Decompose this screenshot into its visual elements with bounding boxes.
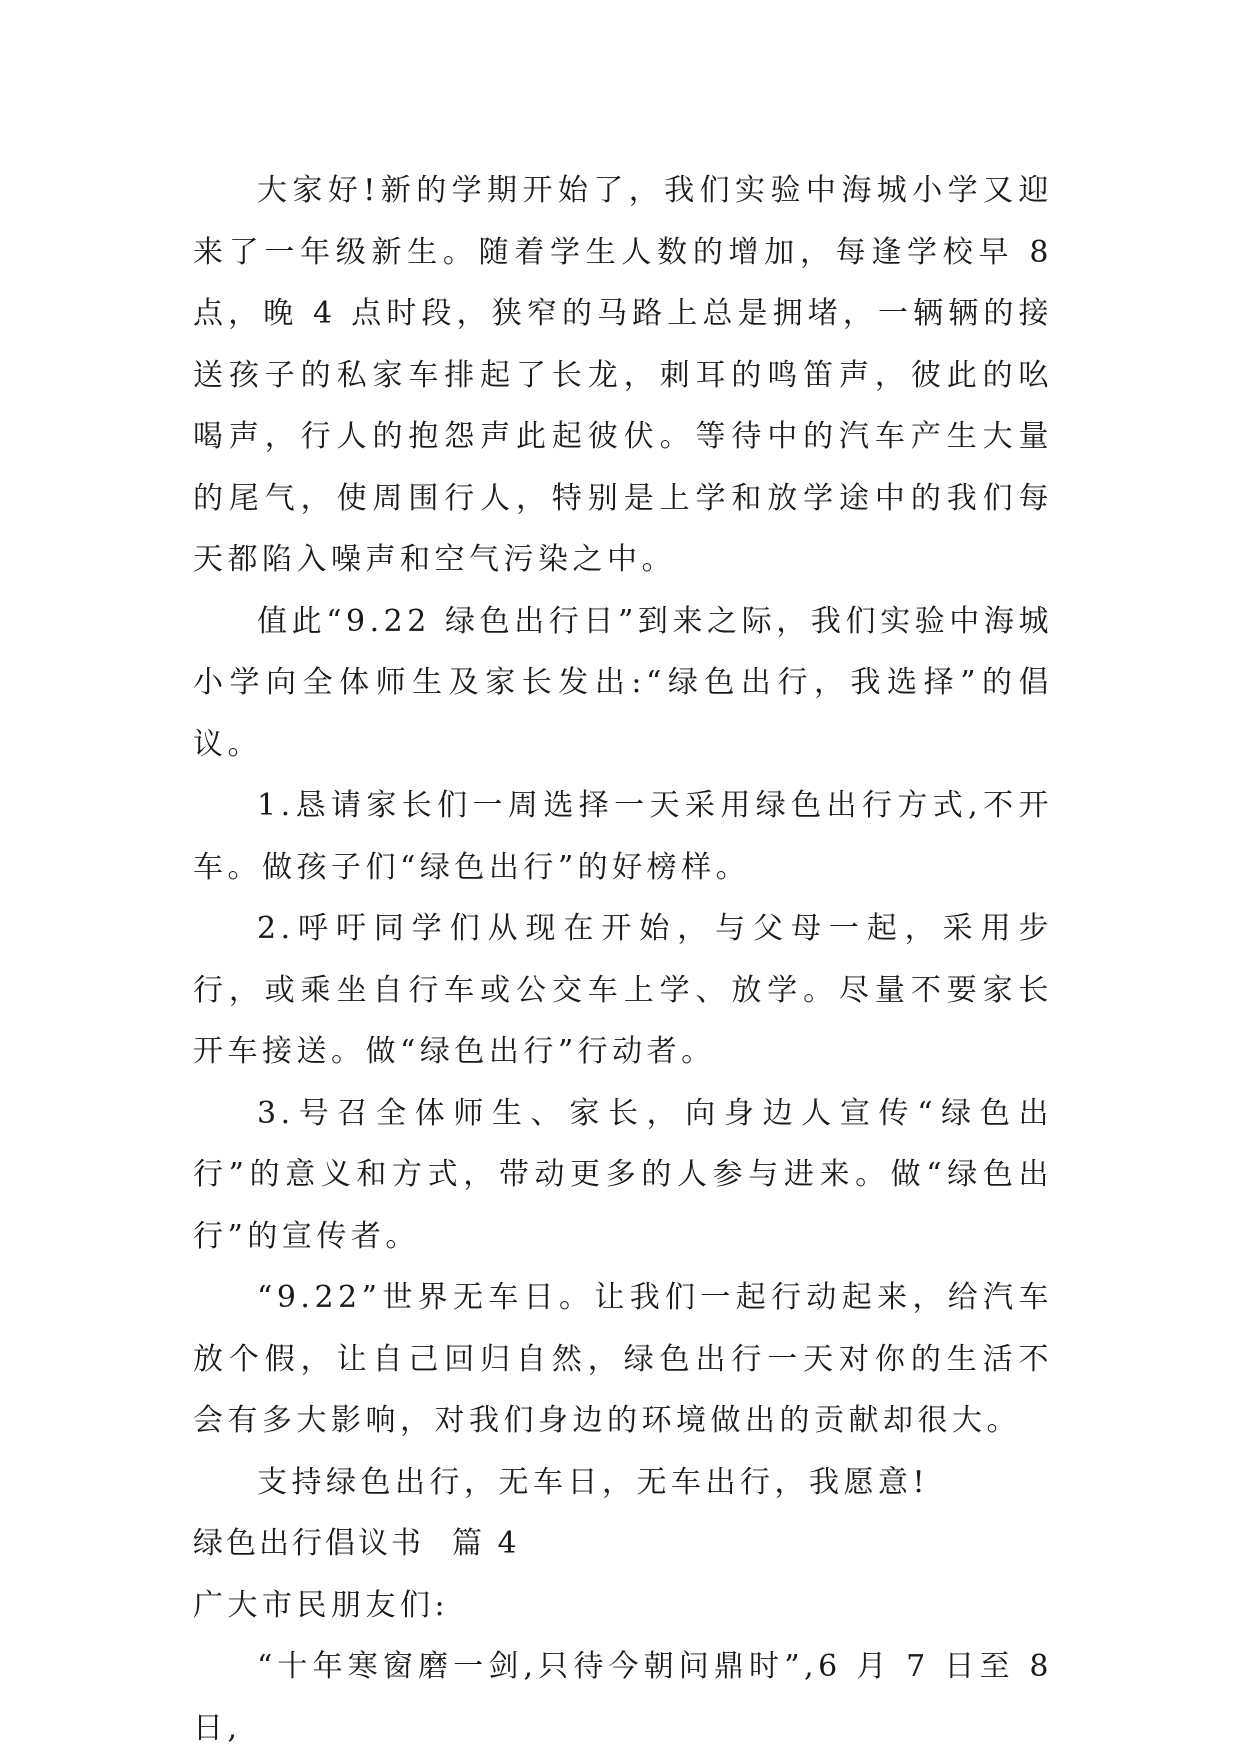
salutation: 广大市民朋友们:: [193, 1587, 450, 1623]
paragraph-initiative: 值此“9.22 绿色出行日”到来之际，我们实验中海城小学向全体师生及家长发出:“绿色出行，我选择”的倡议。: [193, 603, 1053, 762]
paragraph-exam: “十年寒窗磨一剑,只待今朝问鼎时”,6 月 7 日至 8 日,: [193, 1649, 1053, 1746]
paragraph-item-1: 1.恳请家长们一周选择一天采用绿色出行方式,不开车。做孩子们“绿色出行”的好榜样。: [193, 788, 1053, 885]
document-body: [193, 160, 1053, 1759]
paragraph-item-3: 3.号召全体师生、家长，向身边人宣传“绿色出行”的意义和方式，带动更多的人参与进来。做“绿色出行”的宣传者。: [193, 1095, 1053, 1254]
paragraph-car-free-day: “9.22”世界无车日。让我们一起行动起来，给汽车放个假，让自己回归自然，绿色出行一天对你的生活不会有多大影响，对我们身边的环境做出的贡献却很大。: [193, 1280, 1053, 1438]
section-heading: [193, 1513, 1053, 1575]
paragraph-item-2: 2.呼吁同学们从现在开始，与父母一起，采用步行，或乘坐自行车或公交车上学、放学。尽量不要家长开车接送。做“绿色出行”行动者。: [193, 911, 1053, 1069]
section-title: 绿色出行倡议书: [193, 1526, 424, 1561]
section-number: 篇 4: [452, 1526, 520, 1561]
paragraph-support: 支持绿色出行，无车日，无车出行，我愿意!: [257, 1464, 930, 1500]
paragraph-greeting: 大家好!新的学期开始了，我们实验中海城小学又迎来了一年级新生。随着学生人数的增加，每逢学校早 8 点，晚 4 点时段，狭窄的马路上总是拥堵，一辆辆的接送孩子的私家车排起了长龙，刺耳的鸣笛声，彼此的吆喝声，行人的抱怨声此起彼伏。等待中的汽车产生大量的尾气，使周围行人，特别是上学和放学途中的我们每天都陷入噪声和空气污染之中。: [193, 173, 1053, 577]
